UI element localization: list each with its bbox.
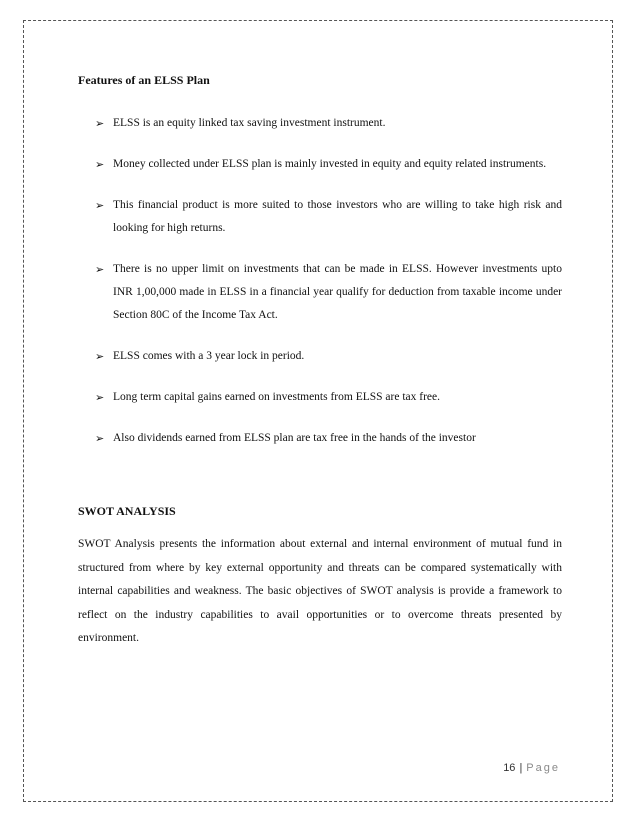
list-item [78, 386, 562, 409]
arrow-bullet-icon: ➢ [95, 199, 105, 212]
list-item-text: Also dividends earned from ELSS plan are tax free in the hands of the investor [113, 432, 476, 444]
list-item [78, 194, 562, 240]
list-item-text: This financial product is more suited to those investors who are willing to take high risk and looking for high returns. [113, 199, 562, 234]
list-item-text: ELSS is an equity linked tax saving investment instrument. [113, 117, 386, 129]
list-item-text: There is no upper limit on investments that can be made in ELSS. However investments upto INR 1,00,000 made in ELSS in a financial year qualify for deduction from taxable income under Section 80C of the Income Tax Act. [113, 263, 562, 321]
list-item [78, 153, 562, 176]
list-item [78, 345, 562, 368]
list-item [78, 112, 562, 135]
arrow-bullet-icon: ➢ [95, 391, 105, 404]
features-list [78, 112, 562, 450]
list-item [78, 427, 562, 450]
page-footer [503, 762, 560, 774]
list-item [78, 258, 562, 327]
arrow-bullet-icon: ➢ [95, 263, 105, 276]
footer-separator: | [519, 762, 523, 774]
arrow-bullet-icon: ➢ [95, 158, 105, 171]
list-item-text: Money collected under ELSS plan is mainly invested in equity and equity related instruments. [113, 158, 547, 170]
features-heading: Features of an ELSS Plan [78, 73, 210, 87]
arrow-bullet-icon: ➢ [95, 117, 105, 130]
page-label: Page [526, 762, 560, 774]
arrow-bullet-icon: ➢ [95, 350, 105, 363]
list-item-text: ELSS comes with a 3 year lock in period. [113, 350, 305, 362]
swot-heading: SWOT ANALYSIS [78, 504, 176, 518]
page-number: 16 [503, 762, 516, 774]
features-section [78, 72, 562, 468]
swot-paragraph: SWOT Analysis presents the information about external and internal environment of mutual fund in structured from where by key external opportunity and threats can be compared systematically with internal capabilities and weakness. The basic objectives of SWOT analysis is provide a framework to reflect on the industry capabilities to avail opportunities or to overcome threats presented by environment. [78, 538, 562, 644]
list-item-text: Long term capital gains earned on investments from ELSS are tax free. [113, 391, 441, 403]
arrow-bullet-icon: ➢ [95, 432, 105, 445]
